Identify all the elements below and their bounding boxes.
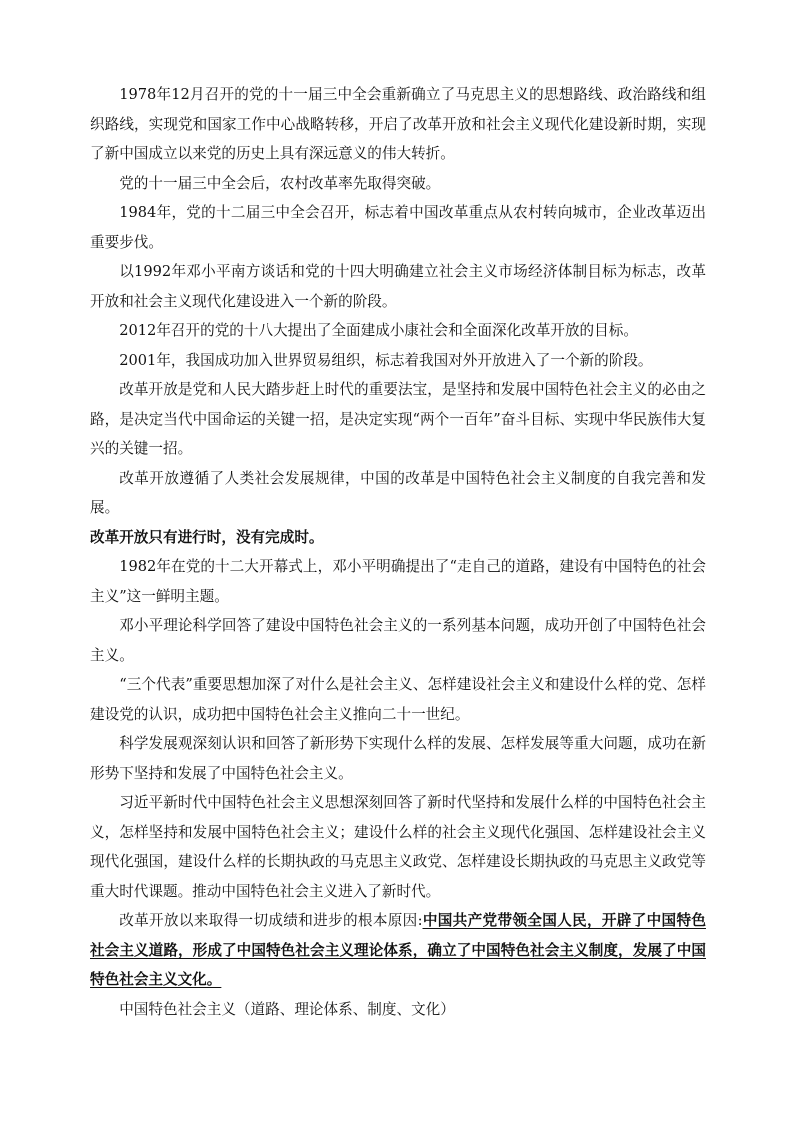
paragraph-3: 1984年，党的十二届三中全会召开，标志着中国改革重点从农村转向城市，企业改革迈出重要步伐。 <box>90 204 706 251</box>
paragraph-15-emphasis: 中国共产党带领全国人民，开辟了中国特色社会主义道路，形成了中国特色社会主义理论体系，确立了中国特色社会主义制度，发展了中国特色社会主义文化。 <box>90 912 706 988</box>
document-body <box>90 80 706 1024</box>
paragraph-9-bold: 改革开放只有进行时，没有完成时。 <box>90 528 324 546</box>
paragraph-16: 中国特色社会主义（道路、理论体系、制度、文化） <box>119 1000 455 1018</box>
paragraph-6: 2001年，我国成功加入世界贸易组织，标志着我国对外开放进入了一个新的阶段。 <box>119 351 653 369</box>
paragraph-5: 2012年召开的党的十八大提出了全面建成小康社会和全面深化改革开放的目标。 <box>119 322 638 339</box>
paragraph-8: 改革开放遵循了人类社会发展规律，中国的改革是中国特色社会主义制度的自我完善和发展。 <box>90 469 706 516</box>
paragraph-7: 改革开放是党和人民大踏步赶上时代的重要法宝，是坚持和发展中国特色社会主义的必由之路，是决定当代中国命运的关键一招，是决定实现“两个一百年”奋斗目标、实现中华民族伟大复兴的关键一招。 <box>90 381 706 457</box>
paragraph-1: 1978年12月召开的党的十一届三中全会重新确立了马克思主义的思想路线、政治路线和组织路线，实现党和国家工作中心战略转移，开启了改革开放和社会主义现代化建设新时期，实现了新中国成立以来党的历史上具有深远意义的伟大转折。 <box>90 86 706 162</box>
paragraph-4: 以1992年邓小平南方谈话和党的十四大明确建立社会主义市场经济体制目标为标志，改革开放和社会主义现代化建设进入一个新的阶段。 <box>90 263 706 310</box>
paragraph-13: 科学发展观深刻认识和回答了新形势下实现什么样的发展、怎样发展等重大问题，成功在新形势下坚持和发展了中国特色社会主义。 <box>90 735 706 782</box>
paragraph-12: “三个代表”重要思想加深了对什么是社会主义、怎样建设社会主义和建设什么样的党、怎样建设党的认识，成功把中国特色社会主义推向二十一世纪。 <box>90 676 706 723</box>
paragraph-15 <box>90 906 706 995</box>
paragraph-2: 党的十一届三中全会后，农村改革率先取得突破。 <box>119 174 441 192</box>
paragraph-15-lead: 改革开放以来取得一切成绩和进步的根本原因: <box>119 912 423 929</box>
paragraph-10: 1982年在党的十二大开幕式上，邓小平明确提出了“走自己的道路，建设有中国特色的社会主义”这一鲜明主题。 <box>90 558 706 605</box>
paragraph-14: 习近平新时代中国特色社会主义思想深刻回答了新时代坚持和发展什么样的中国特色社会主义，怎样坚持和发展中国特色社会主义；建设什么样的社会主义现代化强国、怎样建设社会主义现代化强国，建设什么样的长期执政的马克思主义政党、怎样建设长期执政的马克思主义政党等重大时代课题。推动中国特色社会主义进入了新时代。 <box>90 794 706 900</box>
paragraph-11: 邓小平理论科学回答了建设中国特色社会主义的一系列基本问题，成功开创了中国特色社会主义。 <box>90 617 706 664</box>
